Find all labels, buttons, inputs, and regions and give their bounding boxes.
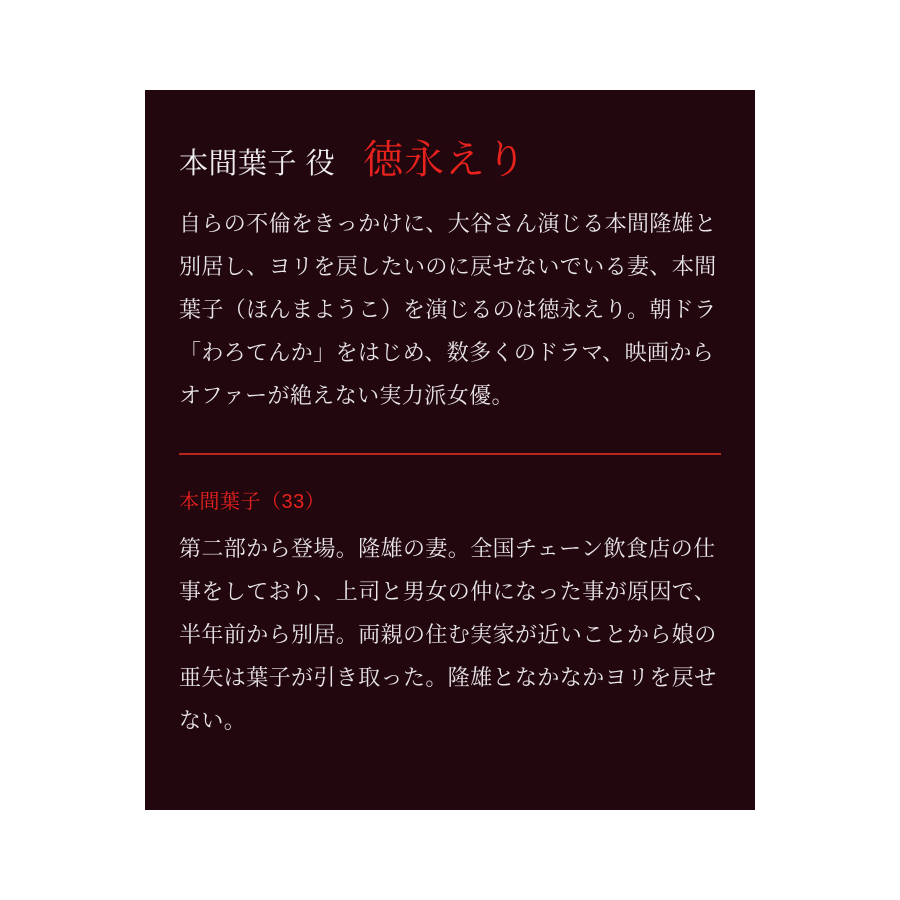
section-body: 第二部から登場。隆雄の妻。全国チェーン飲食店の仕事をしており、上司と男女の仲になった事が原因で、半年前から別居。両親の住む実家が近いことから娘の亜矢は葉子が引き取った。隆雄となかなかヨリを戻せない。: [179, 536, 717, 734]
section-title: 本間葉子（33）: [179, 491, 326, 514]
character-profile-card: [145, 90, 755, 810]
section-divider: [179, 453, 721, 455]
actor-name: 徳永えり: [363, 138, 528, 182]
lead-paragraph: 自らの不倫をきっかけに、大谷さん演じる本間隆雄と別居し、ヨリを戻したいのに戻せないでいる妻、本間葉子（ほんまようこ）を演じるのは徳永えり。朝ドラ「わろてんか」をはじめ、数多くのドラマ、映画からオファーが絶えない実力派女優。: [179, 211, 717, 408]
role-heading: [179, 128, 721, 185]
role-label: 本間葉子 役: [179, 148, 336, 180]
